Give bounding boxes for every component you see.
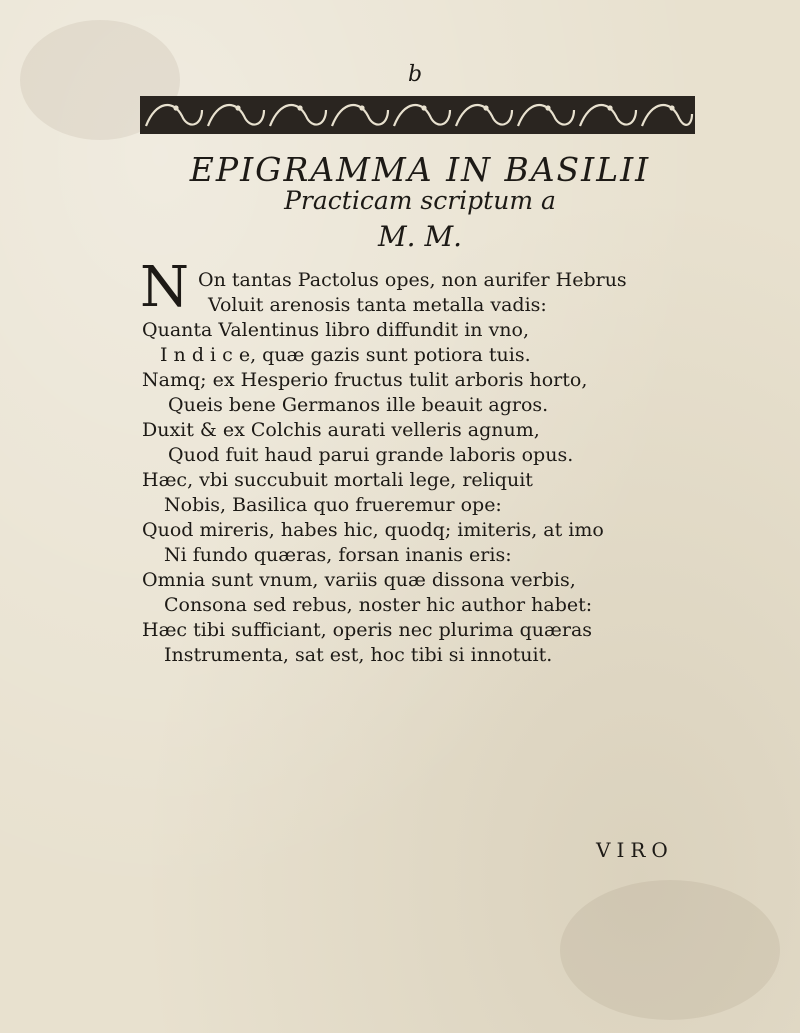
- paper-stain: [560, 880, 780, 1020]
- epigram-subtitle: Practicam scriptum a: [284, 186, 556, 215]
- poem-line: Namq; ex Hesperio fructus tulit arboris horto,: [142, 369, 588, 391]
- drop-capital: N: [140, 255, 189, 320]
- poem-line: Quod fuit haud parui grande laboris opus.: [168, 444, 574, 466]
- signature-mark: b: [408, 62, 423, 87]
- poem-line: Quod mireris, habes hic, quodq; imiteris, at imo: [142, 519, 604, 541]
- poem-line: On tantas Pactolus opes, non aurifer Hebrus: [198, 269, 627, 291]
- poem-line: I n d i c e, quæ gazis sunt potiora tuis.: [160, 344, 531, 366]
- poem-line: Omnia sunt vnum, variis quæ dissona verbis,: [142, 569, 576, 591]
- poem-line: Instrumenta, sat est, hoc tibi si innotuit.: [164, 644, 553, 666]
- poem-line: Hæc, vbi succubuit mortali lege, reliquit: [142, 469, 533, 491]
- poem-line: Duxit & ex Colchis aurati velleris agnum,: [142, 419, 540, 441]
- poem-line: Queis bene Germanos ille beauit agros.: [168, 394, 549, 416]
- poem-line: Consona sed rebus, noster hic author habet:: [164, 594, 593, 616]
- poem-line: Ni fundo quæras, forsan inanis eris:: [164, 544, 512, 566]
- poem-line: Voluit arenosis tanta metalla vadis:: [208, 294, 547, 316]
- poem-line: Hæc tibi sufficiant, operis nec plurima quæras: [142, 619, 593, 641]
- poem-line: Quanta Valentinus libro diffundit in vno,: [142, 319, 530, 341]
- author-initials: M. M.: [377, 220, 463, 253]
- epigram-title: EPIGRAMMA IN BASILII: [189, 150, 651, 189]
- decorative-ornament-band: [140, 96, 695, 134]
- poem-line: Nobis, Basilica quo frueremur ope:: [164, 494, 502, 516]
- catchword: VIRO: [596, 838, 674, 862]
